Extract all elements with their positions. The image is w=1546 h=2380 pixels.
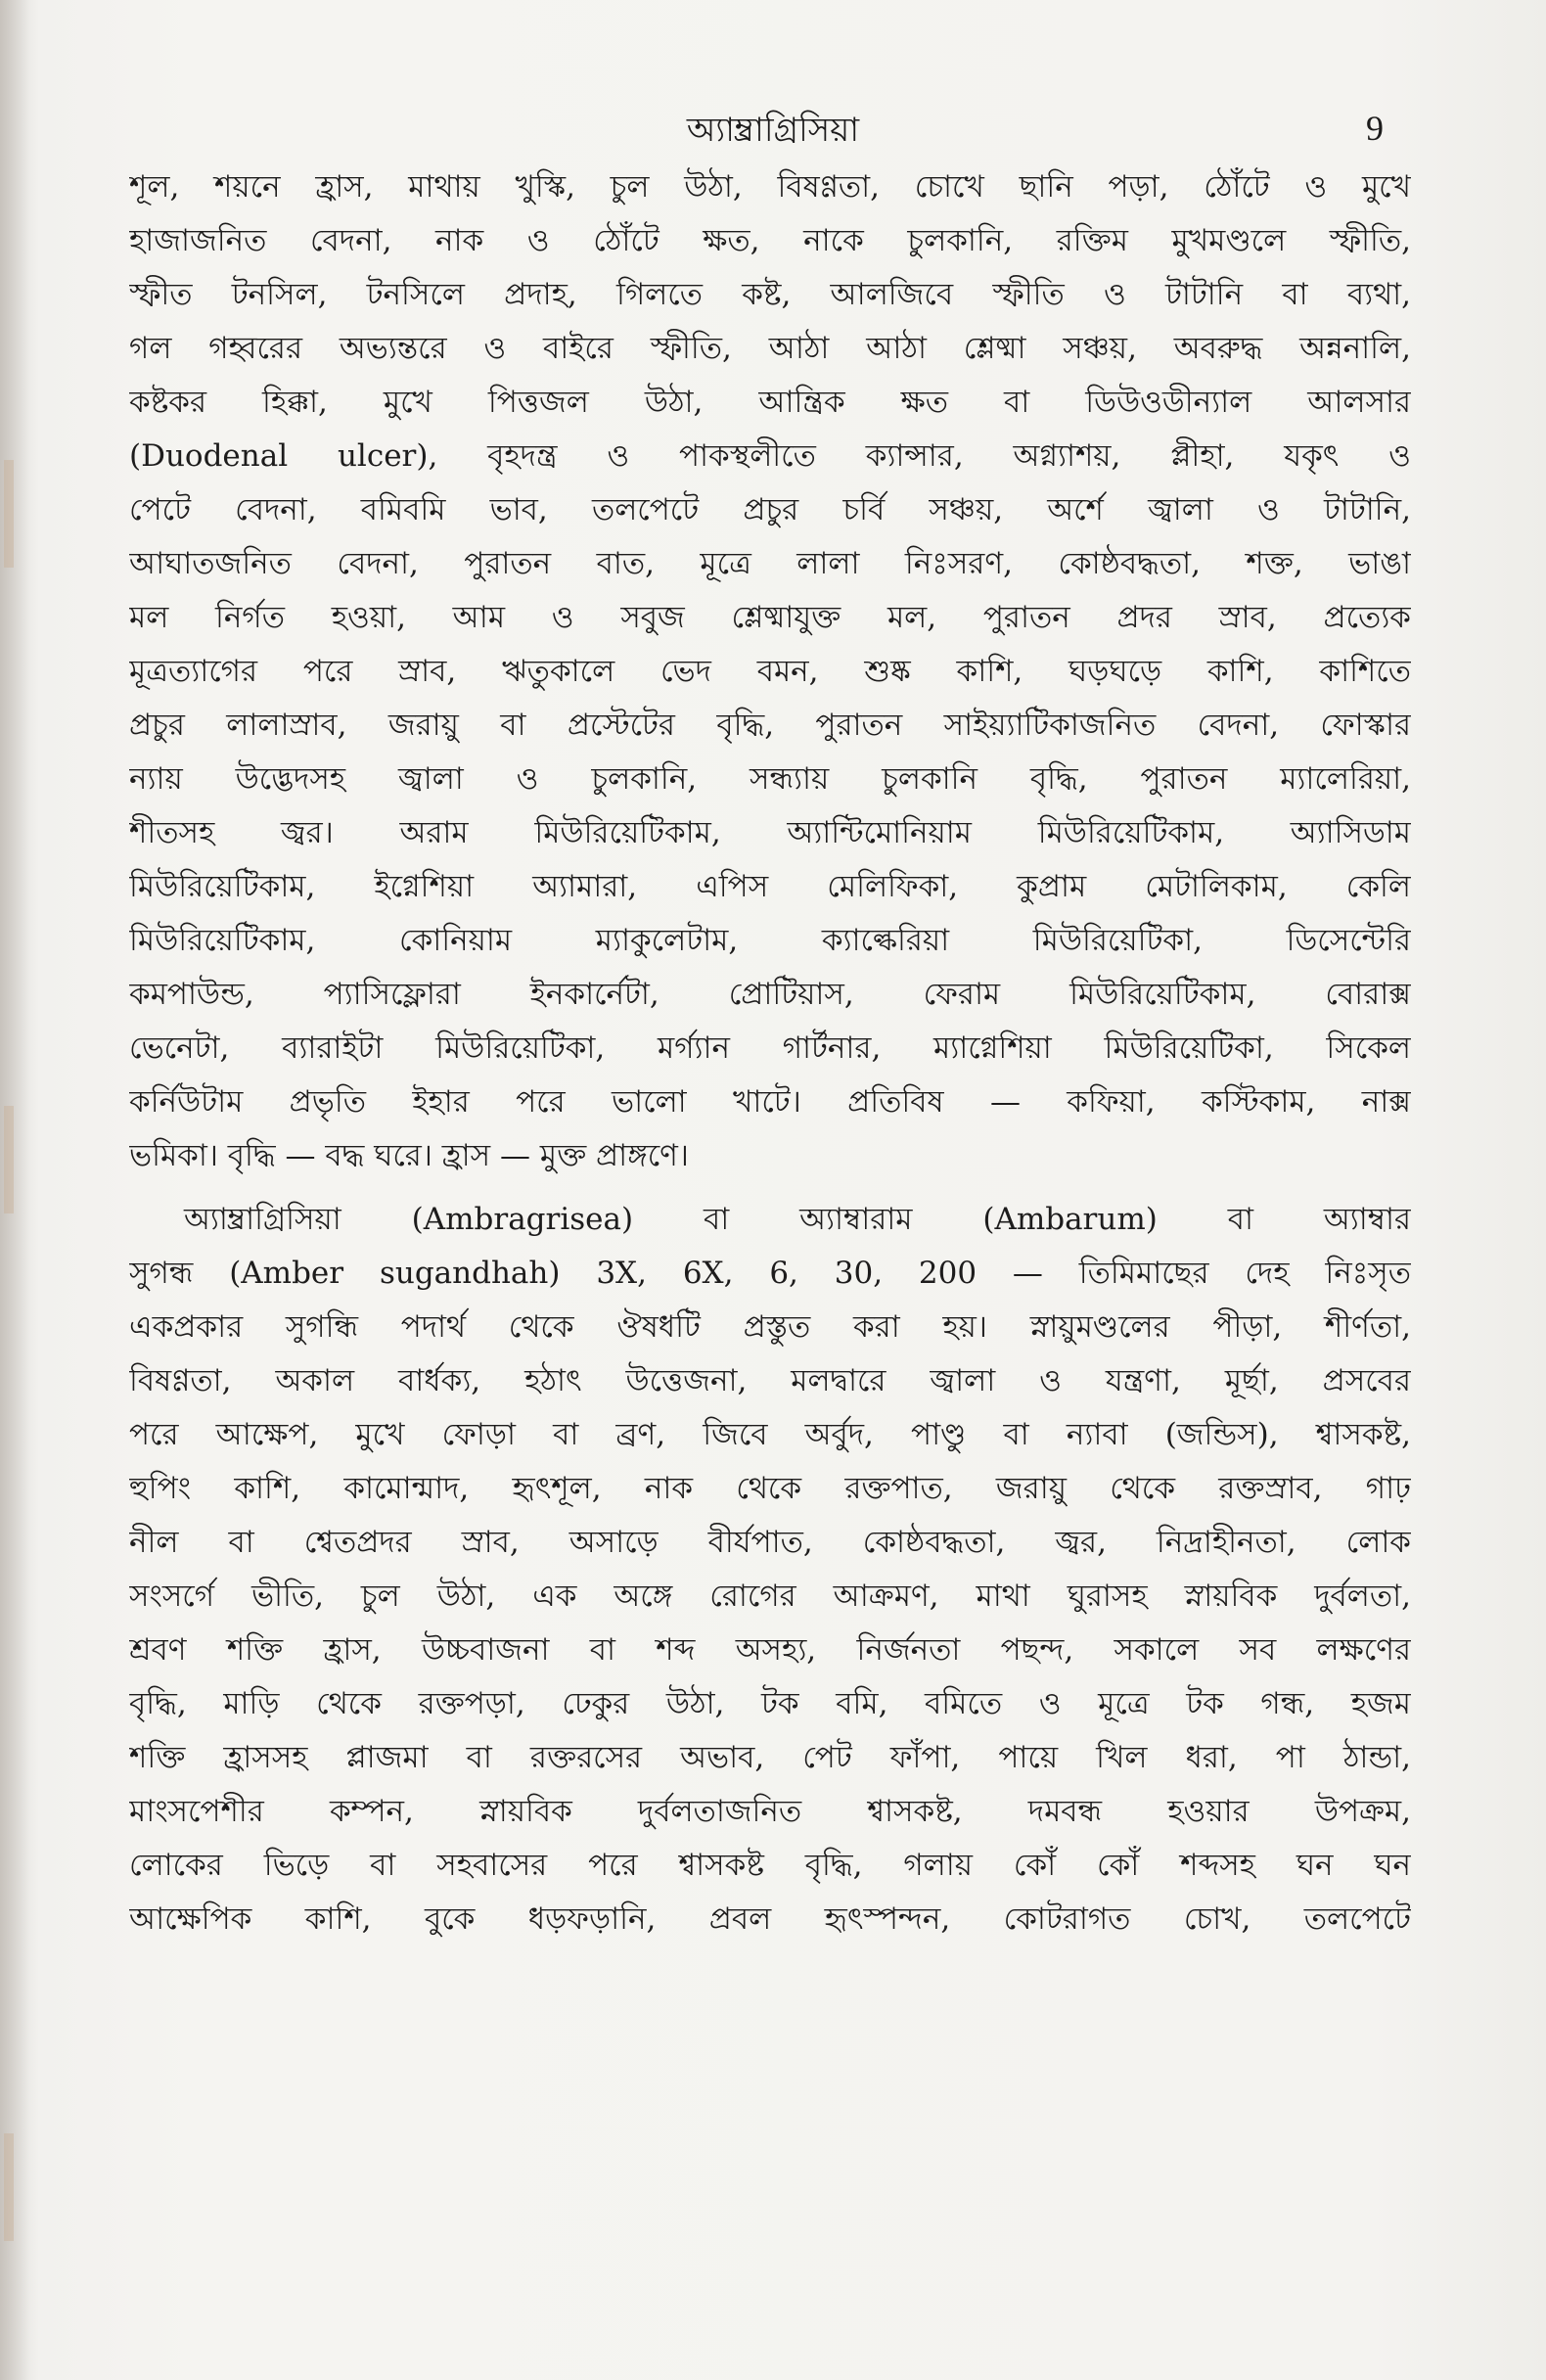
text-line: শক্তি হ্রাসসহ প্লাজমা বা রক্তরসের অভাব, পেট ফাঁপা, পায়ে খিল ধরা, পা ঠান্ডা,	[129, 1740, 1411, 1775]
text-line: নীল বা শ্বেতপ্রদর স্রাব, অসাড়ে বীর্যপাত, কোষ্ঠবদ্ধতা, জ্বর, নিদ্রাহীনতা, লোক	[129, 1525, 1411, 1560]
text-line: ভেনেটা, ব্যারাইটা মিউরিয়েটিকা, মর্গ্যান গার্টনার, ম্যাগ্নেশিয়া মিউরিয়েটিকা, সিকেল	[129, 1030, 1411, 1066]
running-title: অ্যাম্ব্রাগ্রিসিয়া	[686, 111, 860, 150]
text-line: পেটে বেদনা, বমিবমি ভাব, তলপেটে প্রচুর চর্বি সঞ্চয়, অর্শে জ্বালা ও টাটানি,	[129, 492, 1411, 527]
text-line: শ্রবণ শক্তি হ্রাস, উচ্চবাজনা বা শব্দ অসহ্য, নির্জনতা পছন্দ, সকালে সব লক্ষণের	[129, 1632, 1411, 1668]
text-line: বৃদ্ধি, মাড়ি থেকে রক্তপড়া, ঢেকুর উঠা, টক বমি, বমিতে ও মূত্রে টক গন্ধ, হজম	[129, 1686, 1411, 1721]
text-line: সংসর্গে ভীতি, চুল উঠা, এক অঙ্গে রোগের আক্রমণ, মাথা ঘুরাসহ স্নায়বিক দুর্বলতা,	[129, 1579, 1411, 1614]
text-line: কমপাউন্ড, প্যাসিফ্লোরা ইনকার্নেটা, প্রোটিয়াস, ফেরাম মিউরিয়েটিকাম, বোরাক্স	[129, 977, 1411, 1012]
text-line: হাজাজনিত বেদনা, নাক ও ঠোঁটে ক্ষত, নাকে চুলকানি, রক্তিম মুখমণ্ডলে স্ফীতি,	[129, 223, 1411, 258]
text-line: মিউরিয়েটিকাম, কোনিয়াম ম্যাকুলেটাম, ক্যাল্কেরিয়া মিউরিয়েটিকা, ডিসেন্টেরি	[129, 923, 1411, 958]
text-line: কষ্টকর হিক্কা, মুখে পিত্তজল উঠা, আন্ত্রিক ক্ষত বা ডিউওডীন্যাল আলসার	[129, 385, 1411, 420]
paragraph-1	[129, 160, 1411, 1183]
text-line: অ্যাম্ব্রাগ্রিসিয়া (Ambragrisea) বা অ্যাম্বারাম (Ambarum) বা অ্যাম্বার	[184, 1202, 1411, 1237]
page-edge-mark	[4, 460, 14, 568]
text-line: ন্যায় উদ্ভেদসহ জ্বালা ও চুলকানি, সন্ধ্যায় চুলকানি বৃদ্ধি, পুরাতন ম্যালেরিয়া,	[129, 761, 1411, 797]
page-number: 9	[1366, 109, 1384, 148]
text-line: মল নির্গত হওয়া, আম ও সবুজ শ্লেষ্মাযুক্ত মল, পুরাতন প্রদর স্রাব, প্রত্যেক	[129, 600, 1411, 635]
page-edge-mark	[4, 1106, 14, 1213]
text-line: গল গহ্বরের অভ্যন্তরে ও বাইরে স্ফীতি, আঠা আঠা শ্লেষ্মা সঞ্চয়, অবরুদ্ধ অন্ননালি,	[129, 331, 1411, 366]
text-line: প্রচুর লালাস্রাব, জরায়ু বা প্রস্টেটের বৃদ্ধি, পুরাতন সাইয়্যাটিকাজনিত বেদনা, ফোস্কার	[129, 708, 1411, 743]
text-line: মাংসপেশীর কম্পন, স্নায়বিক দুর্বলতাজনিত শ্বাসকষ্ট, দমবন্ধ হওয়ার উপক্রম,	[129, 1794, 1411, 1829]
paragraph-2	[129, 1193, 1411, 1946]
text-line: স্ফীত টনসিল, টনসিলে প্রদাহ, গিলতে কষ্ট, আলজিবে স্ফীতি ও টাটানি বা ব্যথা,	[129, 277, 1411, 312]
text-line: হুপিং কাশি, কামোন্মাদ, হৃৎশূল, নাক থেকে রক্তপাত, জরায়ু থেকে রক্তস্রাব, গাঢ়	[129, 1471, 1411, 1506]
text-line: ভমিকা। বৃদ্ধি — বদ্ধ ঘরে। হ্রাস — মুক্ত প্রাঙ্গণে।	[129, 1138, 690, 1173]
text-line: মিউরিয়েটিকাম, ইগ্নেশিয়া অ্যামারা, এপিস মেলিফিকা, কুপ্রাম মেটালিকাম, কেলি	[129, 869, 1411, 904]
text-line: শূল, শয়নে হ্রাস, মাথায় খুস্কি, চুল উঠা, বিষণ্ণতা, চোখে ছানি পড়া, ঠোঁটে ও মুখে	[129, 169, 1411, 205]
text-line: বিষণ্ণতা, অকাল বার্ধক্য, হঠাৎ উত্তেজনা, মলদ্বারে জ্বালা ও যন্ত্রণা, মূর্ছা, প্রসবের	[129, 1363, 1411, 1398]
text-line: শীতসহ জ্বর। অরাম মিউরিয়েটিকাম, অ্যান্টিমোনিয়াম মিউরিয়েটিকাম, অ্যাসিডাম	[129, 815, 1411, 850]
text-line: (Duodenal ulcer), বৃহদন্ত্র ও পাকস্থলীতে ক্যান্সার, অগ্ন্যাশয়, প্লীহা, যকৃৎ ও	[129, 438, 1411, 474]
text-line: মূত্রত্যাগের পরে স্রাব, ঋতুকালে ভেদ বমন, শুষ্ক কাশি, ঘড়ঘড়ে কাশি, কাশিতে	[129, 654, 1411, 689]
text-line: আঘাতজনিত বেদনা, পুরাতন বাত, মূত্রে লালা নিঃসরণ, কোষ্ঠবদ্ধতা, শক্ত, ভাঙা	[129, 546, 1411, 581]
text-line: আক্ষেপিক কাশি, বুকে ধড়ফড়ানি, প্রবল হৃৎস্পন্দন, কোটরাগত চোখ, তলপেটে	[129, 1901, 1411, 1937]
text-line: কর্নিউটাম প্রভৃতি ইহার পরে ভালো খাটে। প্রতিবিষ — কফিয়া, কস্টিকাম, নাক্স	[129, 1084, 1411, 1120]
text-line: লোকের ভিড়ে বা সহবাসের পরে শ্বাসকষ্ট বৃদ্ধি, গলায় কোঁ কোঁ শব্দসহ ঘন ঘন	[129, 1848, 1411, 1883]
page-edge-mark	[4, 2133, 14, 2241]
text-line: একপ্রকার সুগন্ধি পদার্থ থেকে ঔষধটি প্রস্তুত করা হয়। স্নায়ুমণ্ডলের পীড়া, শীর্ণতা,	[129, 1309, 1411, 1345]
text-line: সুগন্ধ (Amber sugandhah) 3X, 6X, 6, 30, 200 — তিমিমাছের দেহ নিঃসৃত	[129, 1256, 1411, 1291]
body-text	[129, 160, 1411, 1946]
text-line: পরে আক্ষেপ, মুখে ফোড়া বা ব্রণ, জিবে অর্বুদ, পাণ্ডু বা ন্যাবা (জন্ডিস), শ্বাসকষ্ট,	[129, 1417, 1411, 1452]
